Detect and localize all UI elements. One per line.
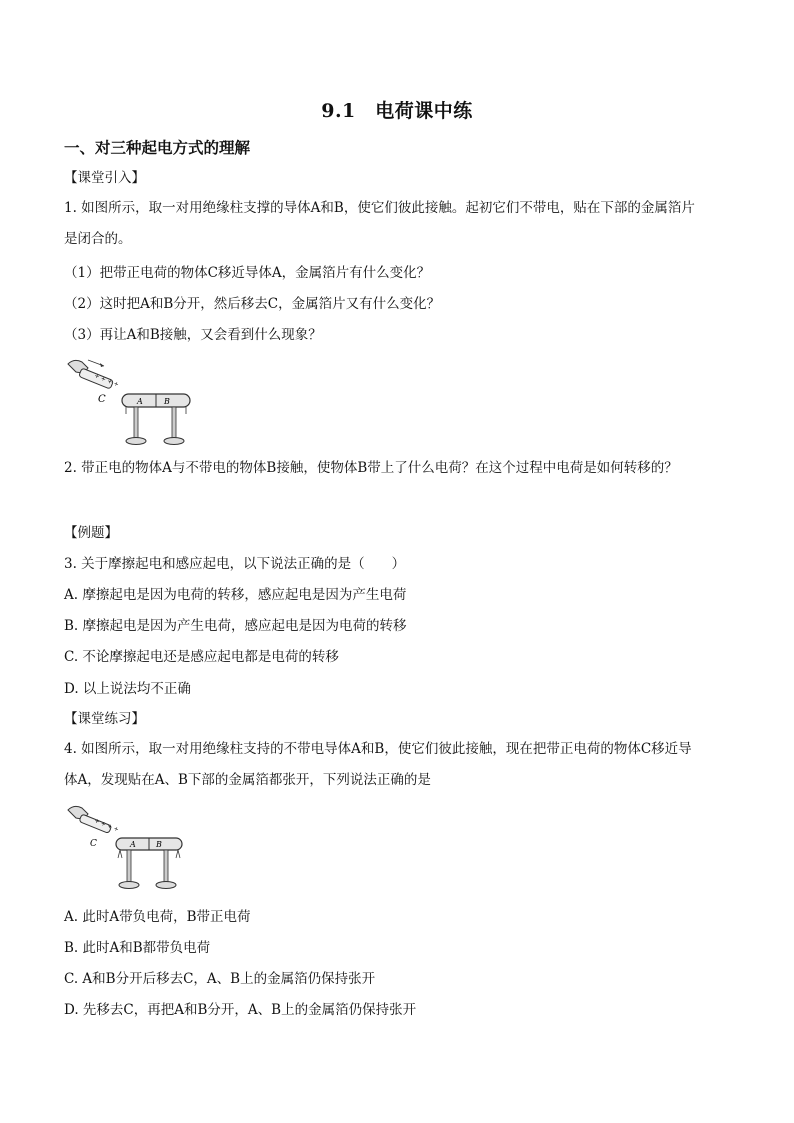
charged-rod-c bbox=[79, 814, 120, 834]
q4-option-d: D. 先移去C，再把A和B分开，A、B上的金属箔仍保持张开 bbox=[64, 1002, 417, 1018]
label-b: B bbox=[164, 397, 170, 406]
tag-practice: 【课堂练习】 bbox=[64, 711, 145, 727]
label-b: B bbox=[156, 840, 162, 849]
q3-option-b: B. 摩擦起电是因为产生电荷，感应起电是因为电荷的转移 bbox=[64, 618, 407, 634]
q4-stem-line1: 4. 如图所示，取一对用绝缘柱支持的不带电导体A和B，使它们彼此接触，现在把带正电荷的物体C移近导 bbox=[64, 741, 692, 757]
tag-example: 【例题】 bbox=[64, 525, 118, 541]
svg-text:+ + + +: + + + + bbox=[93, 817, 120, 834]
svg-text:+ + + +: + + + + bbox=[93, 372, 120, 389]
q1-sub1: （1）把带正电荷的物体C移近导体A，金属箔片有什么变化？ bbox=[64, 265, 431, 281]
q4-option-a: A. 此时A带负电荷，B带正电荷 bbox=[64, 909, 251, 925]
q3-option-c: C. 不论摩擦起电还是感应起电都是电荷的转移 bbox=[64, 649, 339, 665]
charged-rod-c bbox=[79, 368, 120, 389]
q1-stem-line1: 1. 如图所示，取一对用绝缘柱支撑的导体A和B，使它们彼此接触。起初它们不带电，贴在下部的金属箔片 bbox=[64, 200, 695, 216]
q4-option-b: B. 此时A和B都带负电荷 bbox=[64, 940, 211, 956]
q4-stem-line2: 体A，发现贴在A、B下部的金属箔都张开，下列说法正确的是 bbox=[64, 772, 431, 788]
label-a: A bbox=[130, 840, 136, 849]
label-a: A bbox=[137, 397, 143, 406]
q3-option-a: A. 摩擦起电是因为电荷的转移，感应起电是因为产生电荷 bbox=[64, 587, 407, 603]
q3-option-d: D. 以上说法均不正确 bbox=[64, 681, 191, 697]
q2-stem: 2. 带正电的物体A与不带电的物体B接触，使物体B带上了什么电荷？在这个过程中电荷是如何转移的？ bbox=[64, 460, 678, 476]
tag-intro: 【课堂引入】 bbox=[64, 170, 145, 186]
label-c: C bbox=[90, 839, 97, 849]
figure-conductors-1 bbox=[64, 356, 204, 450]
figure-conductors-2 bbox=[64, 802, 194, 894]
q1-sub2: （2）这时把A和B分开，然后移去C，金属箔片又有什么变化？ bbox=[64, 296, 441, 312]
q4-option-c: C. A和B分开后移去C，A、B上的金属箔仍保持张开 bbox=[64, 971, 376, 987]
q3-stem: 3. 关于摩擦起电和感应起电，以下说法正确的是（ ） bbox=[64, 556, 406, 572]
page-title: 9.1 电荷课中练 bbox=[321, 100, 473, 122]
section-heading: 一、对三种起电方式的理解 bbox=[64, 138, 251, 157]
q1-sub3: （3）再让A和B接触，又会看到什么现象？ bbox=[64, 327, 322, 343]
label-c: C bbox=[98, 394, 106, 405]
q1-stem-line2: 是闭合的。 bbox=[64, 231, 132, 247]
